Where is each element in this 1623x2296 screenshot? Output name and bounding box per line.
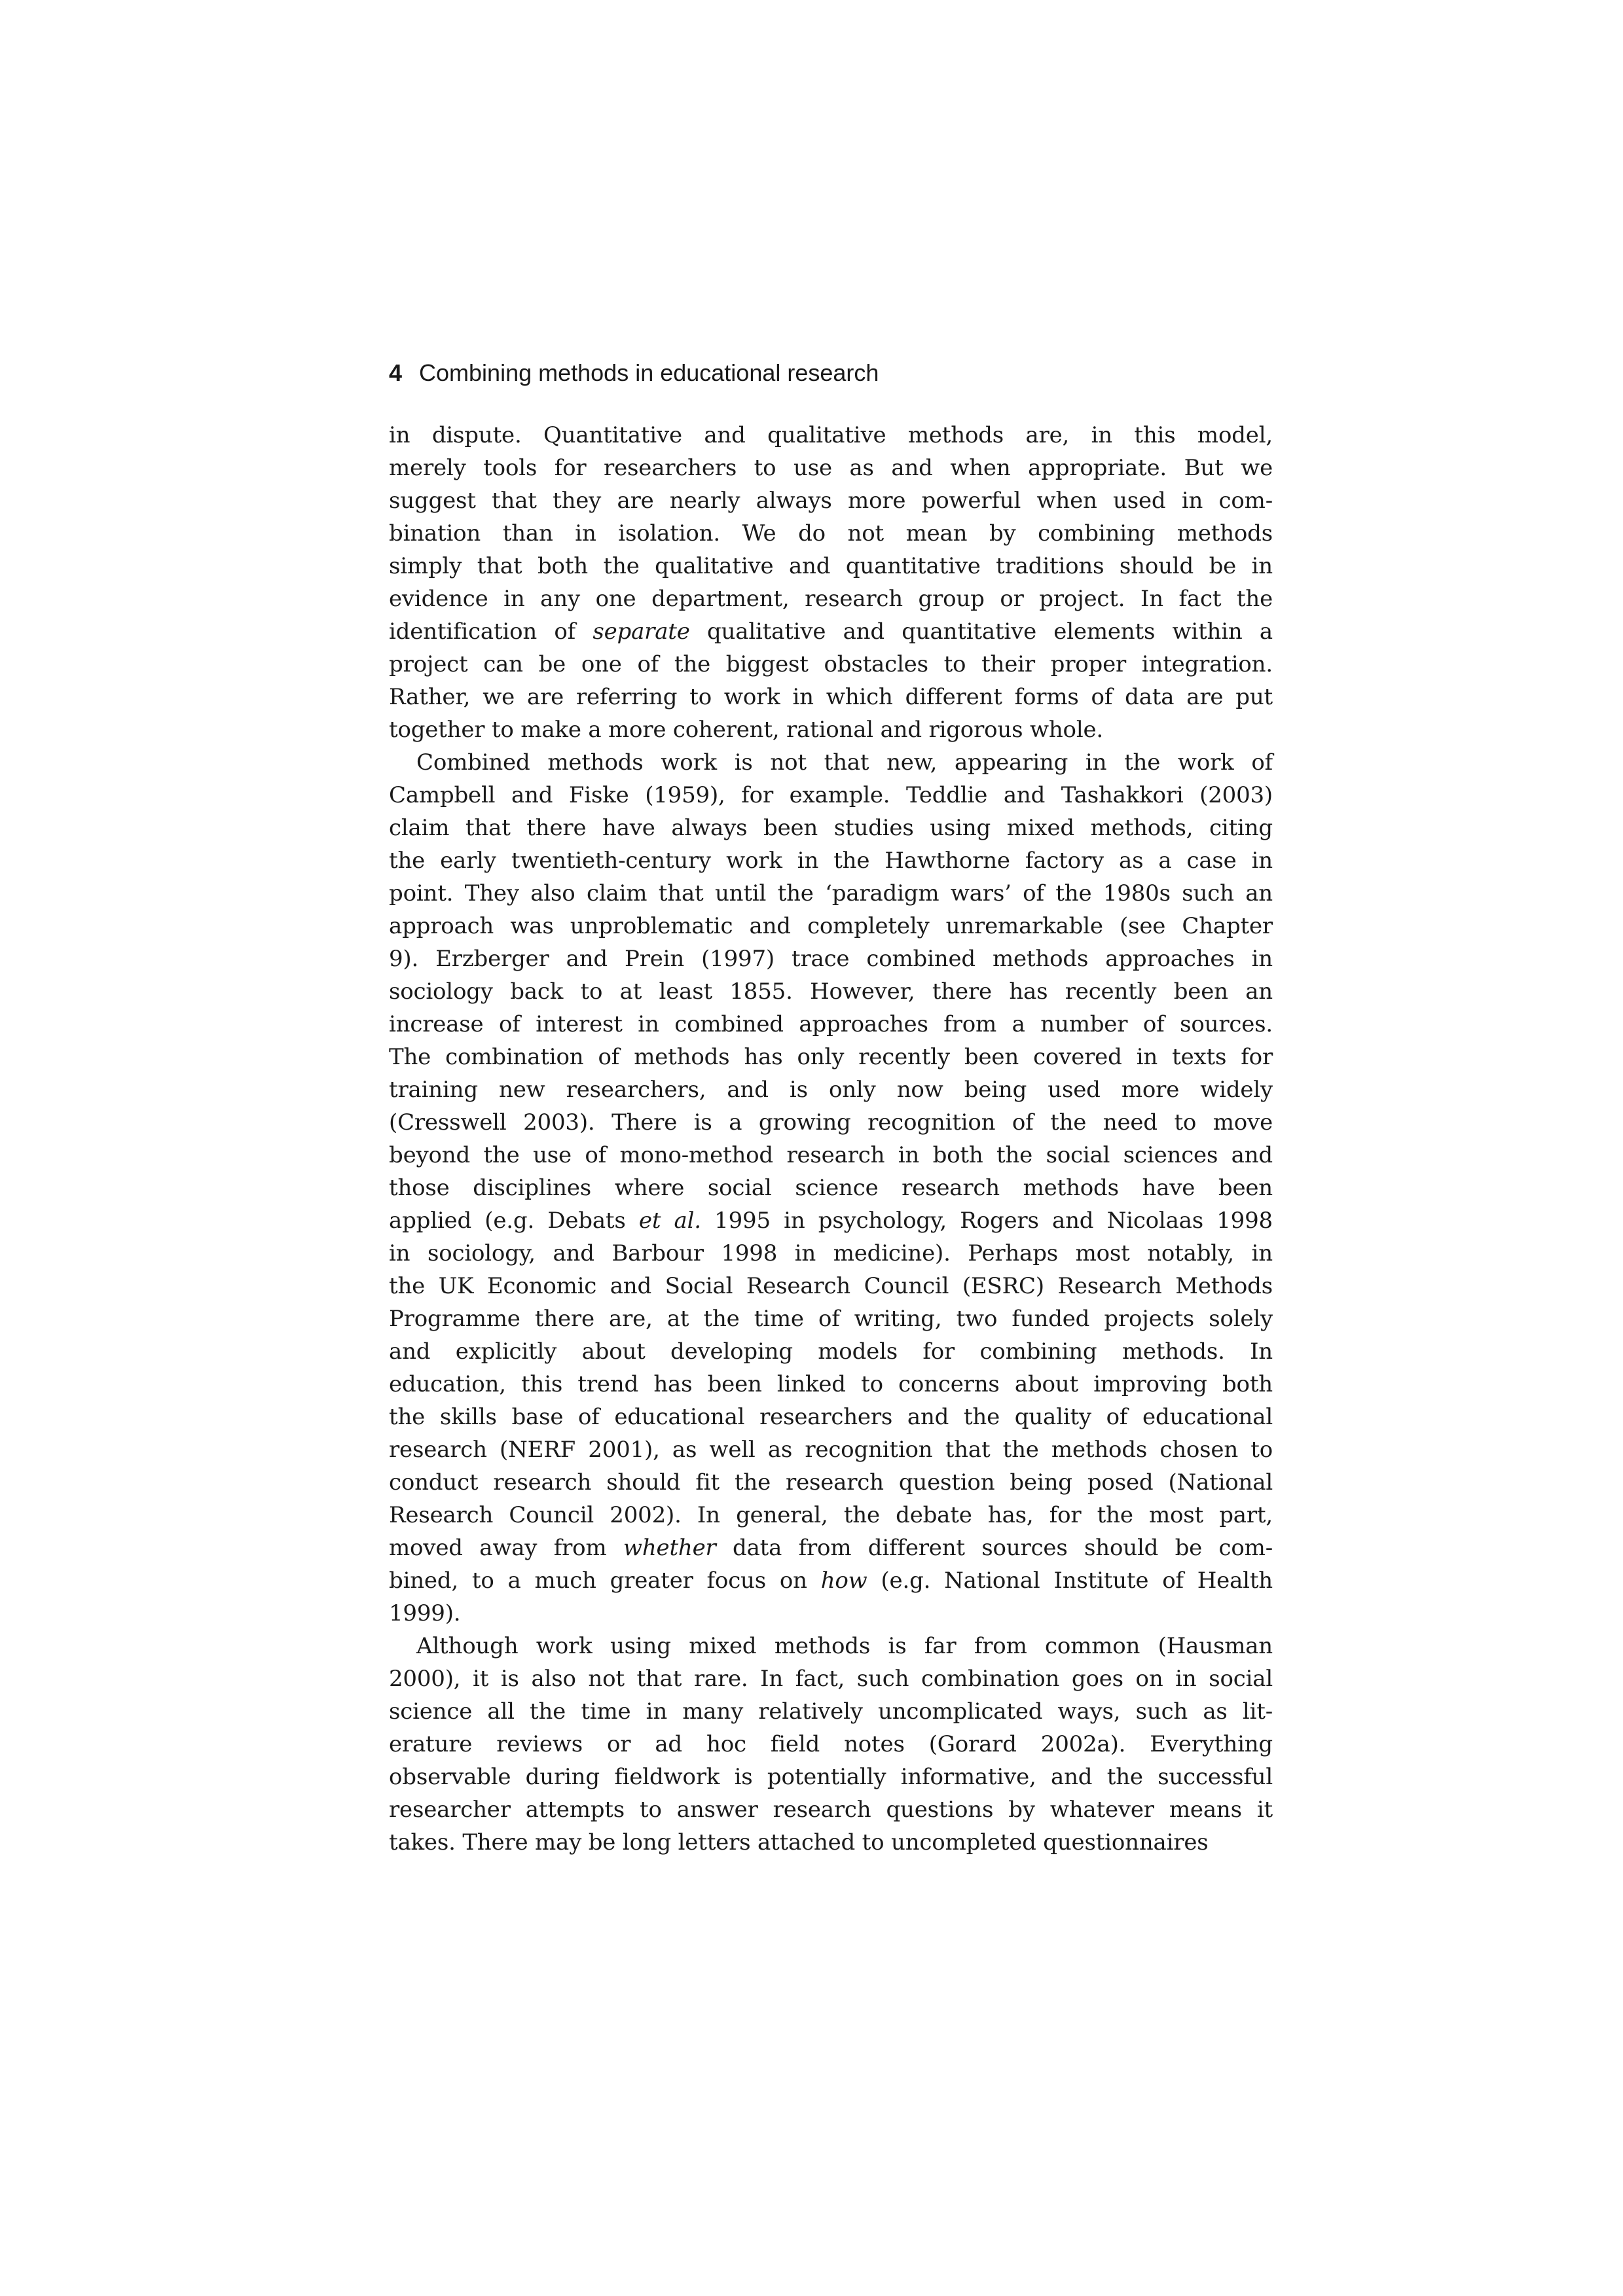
text-segment: Although work using mixed methods is far from common (Hausman — [416, 1633, 1273, 1659]
text-line — [389, 1630, 1273, 1662]
text-segment: education, this trend has been linked to concerns about improving both — [389, 1371, 1273, 1397]
text-line — [389, 877, 1273, 910]
text-segment: (Cresswell 2003). There is a growing recognition of the need to move — [389, 1109, 1273, 1136]
text-line — [389, 1793, 1273, 1826]
text-line — [389, 1139, 1273, 1172]
text-line — [389, 1401, 1273, 1433]
text-segment: Combined methods work is not that new, appearing in the work of — [416, 749, 1273, 776]
text-segment: together to make a more coherent, rational and rigorous whole. — [389, 717, 1104, 743]
paragraph — [389, 746, 1273, 1630]
text-segment: point. They also claim that until the ‘paradigm wars’ of the 1980s such an — [389, 880, 1273, 906]
text-segment: training new researchers, and is only now being used more widely — [389, 1077, 1273, 1103]
text-segment: takes. There may be long letters attached to uncompleted questionnaires — [389, 1829, 1209, 1856]
text-line — [389, 1270, 1273, 1302]
text-line — [389, 484, 1273, 517]
text-segment: claim that there have always been studies using mixed methods, citing — [389, 815, 1273, 841]
text-line — [389, 975, 1273, 1008]
text-segment: 9). Erzberger and Prein (1997) trace combined methods approaches in — [389, 946, 1273, 972]
running-title: Combining methods in educational research — [419, 359, 879, 386]
text-line — [389, 1204, 1273, 1237]
text-line — [389, 1433, 1273, 1466]
text-line — [389, 1499, 1273, 1532]
text-segment: observable during fieldwork is potentially informative, and the successful — [389, 1764, 1273, 1790]
text-segment: in dispute. Quantitative and qualitative methods are, in this model, — [389, 422, 1273, 448]
text-line — [389, 779, 1273, 812]
text-line — [389, 550, 1273, 583]
text-segment: qualitative and quantitative elements within a — [689, 619, 1273, 645]
text-segment: bination than in isolation. We do not mean by combining methods — [389, 520, 1273, 547]
text-line — [389, 746, 1273, 779]
text-segment: 1995 in psychology, Rogers and Nicolaas 1998 — [701, 1208, 1273, 1234]
text-segment: (e.g. National Institute of Health — [867, 1568, 1273, 1594]
text-segment: bined, to a much greater focus on — [389, 1568, 821, 1594]
italic-text: whether — [623, 1535, 716, 1561]
text-segment: project can be one of the biggest obstacles to their proper integration. — [389, 651, 1273, 677]
body-text — [389, 419, 1273, 1859]
text-segment: the skills base of educational researchers and the quality of educational — [389, 1404, 1273, 1430]
text-line — [389, 1695, 1273, 1728]
text-segment: 1999). — [389, 1600, 461, 1626]
text-segment: Rather, we are referring to work in which different forms of data are put — [389, 684, 1273, 710]
text-line — [389, 1073, 1273, 1106]
paragraph — [389, 1630, 1273, 1859]
text-segment: The combination of methods has only recently been covered in texts for — [389, 1044, 1273, 1070]
text-segment: evidence in any one department, research group or project. In fact the — [389, 586, 1273, 612]
italic-text: separate — [593, 619, 690, 645]
italic-text: how — [820, 1568, 867, 1594]
text-line — [389, 942, 1273, 975]
text-line — [389, 1335, 1273, 1368]
text-line — [389, 1008, 1273, 1041]
text-segment: those disciplines where social science research methods have been — [389, 1175, 1273, 1201]
text-line — [389, 713, 1273, 746]
text-line — [389, 648, 1273, 681]
text-line — [389, 452, 1273, 484]
text-line — [389, 517, 1273, 550]
text-segment: moved away from — [389, 1535, 623, 1561]
text-line — [389, 1237, 1273, 1270]
text-segment: the UK Economic and Social Research Council (ESRC) Research Methods — [389, 1273, 1273, 1299]
text-segment: approach was unproblematic and completely unremarkable (see Chapter — [389, 913, 1273, 939]
text-segment: researcher attempts to answer research questions by whatever means it — [389, 1797, 1273, 1823]
text-line — [389, 1106, 1273, 1139]
text-line — [389, 910, 1273, 942]
text-line — [389, 1041, 1273, 1073]
text-segment: in sociology, and Barbour 1998 in medicine). Perhaps most notably, in — [389, 1240, 1273, 1266]
text-line — [389, 1597, 1273, 1630]
text-line — [389, 812, 1273, 844]
text-segment: the early twentieth-century work in the Hawthorne factory as a case in — [389, 848, 1273, 874]
text-segment: research (NERF 2001), as well as recognition that the methods chosen to — [389, 1437, 1273, 1463]
text-line — [389, 681, 1273, 713]
text-line — [389, 1172, 1273, 1204]
text-line — [389, 615, 1273, 648]
text-line — [389, 844, 1273, 877]
text-segment: merely tools for researchers to use as and when appropriate. But we — [389, 455, 1273, 481]
text-segment: Campbell and Fiske (1959), for example. Teddlie and Tashakkori (2003) — [389, 782, 1273, 808]
text-line — [389, 1466, 1273, 1499]
text-line — [389, 1826, 1273, 1859]
text-line — [389, 1302, 1273, 1335]
text-line — [389, 1368, 1273, 1401]
page-number: 4 — [389, 359, 403, 386]
text-segment: increase of interest in combined approaches from a number of sources. — [389, 1011, 1273, 1037]
text-segment: suggest that they are nearly always more powerful when used in com- — [389, 488, 1273, 514]
text-line — [389, 419, 1273, 452]
text-segment: Programme there are, at the time of writing, two funded projects solely — [389, 1306, 1273, 1332]
text-line — [389, 1532, 1273, 1564]
text-segment: identification of — [389, 619, 593, 645]
text-line — [389, 583, 1273, 615]
text-segment: beyond the use of mono-method research in both the social sciences and — [389, 1142, 1273, 1168]
text-segment: simply that both the qualitative and quantitative traditions should be in — [389, 553, 1273, 579]
text-segment: 2000), it is also not that rare. In fact, such combination goes on in social — [389, 1666, 1273, 1692]
text-line — [389, 1761, 1273, 1793]
text-segment: Research Council 2002). In general, the debate has, for the most part, — [389, 1502, 1273, 1528]
text-segment: and explicitly about developing models for combining methods. In — [389, 1338, 1273, 1365]
running-head — [389, 353, 1273, 393]
text-line — [389, 1564, 1273, 1597]
italic-text: et al. — [638, 1208, 701, 1234]
text-line — [389, 1662, 1273, 1695]
paragraph — [389, 419, 1273, 746]
text-segment: sociology back to at least 1855. However, there has recently been an — [389, 978, 1273, 1005]
text-segment: erature reviews or ad hoc field notes (Gorard 2002a). Everything — [389, 1731, 1273, 1757]
text-segment: conduct research should fit the research question being posed (National — [389, 1469, 1273, 1496]
text-segment: science all the time in many relatively uncomplicated ways, such as lit- — [389, 1698, 1273, 1725]
text-segment: applied (e.g. Debats — [389, 1208, 639, 1234]
text-segment: data from different sources should be com- — [716, 1535, 1273, 1561]
text-line — [389, 1728, 1273, 1761]
